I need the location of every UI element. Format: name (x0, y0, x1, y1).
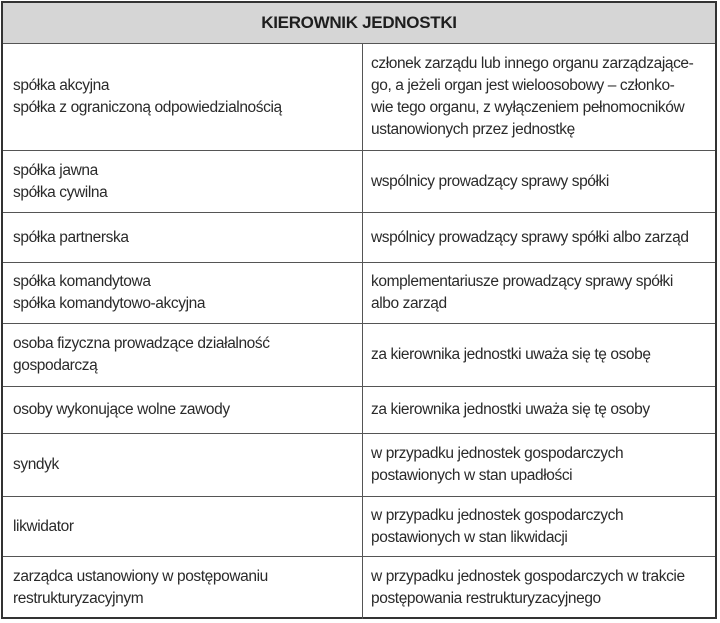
table-row (3, 213, 715, 263)
entity-cell (3, 387, 363, 433)
table-row (3, 324, 715, 387)
manager-cell (363, 263, 715, 323)
entity-text: spółka partnerska (13, 228, 129, 246)
entity-cell (3, 213, 363, 262)
entity-cell (3, 44, 363, 150)
manager-text: w przypadku jednostek gospodarczych w trakcie postępowania restrukturyzacyjnego (371, 568, 685, 607)
entity-text: osoba fizyczna prowadzące działalność gospodarczą (13, 335, 270, 374)
entity-text: spółka komandytowa spółka komandytowo-akcyjna (13, 273, 206, 312)
table-row (3, 151, 715, 213)
table-header (3, 3, 715, 44)
manager-text: wspólnicy prowadzący sprawy spółki albo zarząd (371, 228, 689, 246)
manager-text: komplementariusze prowadzący sprawy spółki albo zarząd (371, 273, 673, 312)
manager-cell (363, 557, 715, 619)
manager-cell (363, 213, 715, 262)
kierownik-jednostki-table (1, 1, 717, 619)
entity-text: spółka jawna spółka cywilna (13, 161, 108, 201)
table-row (3, 557, 715, 619)
manager-text: w przypadku jednostek gospodarczych postawionych w stan likwidacji (371, 506, 624, 546)
manager-text: za kierownika jednostki uważa się tę osobę (371, 346, 651, 363)
entity-cell (3, 324, 363, 386)
manager-cell (363, 151, 715, 212)
table-row (3, 44, 715, 151)
manager-cell (363, 497, 715, 556)
entity-text: syndyk (13, 456, 59, 473)
table-row (3, 497, 715, 557)
table-row (3, 263, 715, 324)
table-row (3, 387, 715, 434)
entity-text: zarządca ustanowiony w postępowaniu restrukturyzacyjnym (13, 568, 268, 607)
manager-cell (363, 387, 715, 433)
table-row (3, 434, 715, 497)
manager-text: za kierownika jednostki uważa się tę osoby (371, 401, 650, 418)
manager-text: w przypadku jednostek gospodarczych postawionych w stan upadłości (371, 445, 624, 484)
entity-text: spółka akcyjna spółka z ograniczoną odpowiedzialnością (13, 77, 282, 116)
manager-text: wspólnicy prowadzący sprawy spółki (371, 172, 609, 190)
entity-text: likwidator (13, 517, 74, 535)
entity-text: osoby wykonujące wolne zawody (13, 401, 230, 418)
manager-cell (363, 44, 715, 150)
entity-cell (3, 151, 363, 212)
manager-cell (363, 324, 715, 386)
entity-cell (3, 263, 363, 323)
manager-cell (363, 434, 715, 496)
entity-cell (3, 497, 363, 556)
entity-cell (3, 434, 363, 496)
table-title: KIEROWNIK JEDNOSTKI (261, 13, 457, 32)
manager-text: członek zarządu lub innego organu zarządzające- go, a jeżeli organ jest wieloosobowy – członko- wie tego organu, z wyłączeniem pełnomocników ustanowionych przez jednostkę (371, 55, 694, 138)
entity-cell (3, 557, 363, 619)
